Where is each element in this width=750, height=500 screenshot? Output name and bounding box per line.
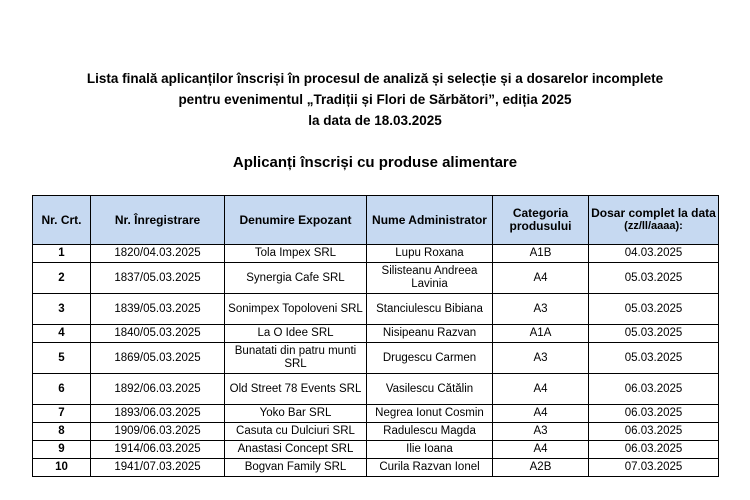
cell-nume-administrator: Vasilescu Cătălin xyxy=(367,374,493,405)
header-nume-administrator: Nume Administrator xyxy=(367,196,493,245)
cell-categoria: A3 xyxy=(493,423,589,441)
cell-denumire-expozant: La O Idee SRL xyxy=(225,325,367,343)
header-dosar-format: (zz/ll/aaaa): xyxy=(624,220,683,232)
cell-dosar-complet: 06.03.2025 xyxy=(589,374,719,405)
cell-categoria: A1A xyxy=(493,325,589,343)
cell-denumire-expozant: Casuta cu Dulciuri SRL xyxy=(225,423,367,441)
table-row xyxy=(33,245,719,263)
document-heading xyxy=(0,68,750,131)
header-nr-inregistrare: Nr. Înregistrare xyxy=(91,196,225,245)
cell-nr-inregistrare: 1909/06.03.2025 xyxy=(91,423,225,441)
cell-dosar-complet: 05.03.2025 xyxy=(589,263,719,294)
cell-dosar-complet: 04.03.2025 xyxy=(589,245,719,263)
cell-denumire-expozant: Bunatati din patru munti SRL xyxy=(225,343,367,374)
table-row xyxy=(33,441,719,459)
table-row xyxy=(33,374,719,405)
cell-categoria: A4 xyxy=(493,263,589,294)
cell-categoria: A2B xyxy=(493,459,589,477)
cell-denumire-expozant: Bogvan Family SRL xyxy=(225,459,367,477)
table-header-row xyxy=(33,196,719,245)
cell-nr-crt: 7 xyxy=(33,405,91,423)
cell-nr-inregistrare: 1820/04.03.2025 xyxy=(91,245,225,263)
header-nr-crt: Nr. Crt. xyxy=(33,196,91,245)
heading-line-1: Lista finală aplicanților înscriși în procesul de analiză și selecție și a dosarelor incomplete xyxy=(86,71,664,86)
cell-dosar-complet: 06.03.2025 xyxy=(589,441,719,459)
cell-nr-crt: 2 xyxy=(33,263,91,294)
cell-denumire-expozant: Yoko Bar SRL xyxy=(225,405,367,423)
cell-nr-inregistrare: 1839/05.03.2025 xyxy=(91,294,225,325)
table-row xyxy=(33,405,719,423)
cell-denumire-expozant: Sonimpex Topoloveni SRL xyxy=(225,294,367,325)
cell-nr-crt: 9 xyxy=(33,441,91,459)
table-row xyxy=(33,459,719,477)
cell-categoria: A4 xyxy=(493,405,589,423)
cell-dosar-complet: 05.03.2025 xyxy=(589,325,719,343)
cell-nume-administrator: Drugescu Carmen xyxy=(367,343,493,374)
cell-dosar-complet: 07.03.2025 xyxy=(589,459,719,477)
cell-nr-crt: 5 xyxy=(33,343,91,374)
header-denumire-expozant: Denumire Expozant xyxy=(225,196,367,245)
cell-nume-administrator: Radulescu Magda xyxy=(367,423,493,441)
table-row xyxy=(33,343,719,374)
cell-categoria: A3 xyxy=(493,294,589,325)
header-dosar-complet xyxy=(589,196,719,245)
cell-denumire-expozant: Tola Impex SRL xyxy=(225,245,367,263)
cell-nume-administrator: Nisipeanu Razvan xyxy=(367,325,493,343)
cell-nume-administrator: Negrea Ionut Cosmin xyxy=(367,405,493,423)
cell-denumire-expozant: Synergia Cafe SRL xyxy=(225,263,367,294)
cell-nr-inregistrare: 1914/06.03.2025 xyxy=(91,441,225,459)
cell-nr-inregistrare: 1869/05.03.2025 xyxy=(91,343,225,374)
heading-line-2: pentru evenimentul „Tradiții și Flori de Sărbători”, ediția 2025 xyxy=(178,92,572,107)
cell-nume-administrator: Ilie Ioana xyxy=(367,441,493,459)
cell-categoria: A1B xyxy=(493,245,589,263)
cell-nr-crt: 1 xyxy=(33,245,91,263)
cell-nr-crt: 6 xyxy=(33,374,91,405)
header-dosar-label: Dosar complet la data xyxy=(591,206,716,220)
cell-dosar-complet: 05.03.2025 xyxy=(589,294,719,325)
applicants-table xyxy=(32,195,719,477)
table-row xyxy=(33,423,719,441)
header-categoria-produsului: Categoria produsului xyxy=(493,196,589,245)
cell-nume-administrator: Curila Razvan Ionel xyxy=(367,459,493,477)
cell-categoria: A3 xyxy=(493,343,589,374)
cell-dosar-complet: 06.03.2025 xyxy=(589,423,719,441)
cell-dosar-complet: 05.03.2025 xyxy=(589,343,719,374)
cell-denumire-expozant: Anastasi Concept SRL xyxy=(225,441,367,459)
cell-dosar-complet: 06.03.2025 xyxy=(589,405,719,423)
cell-nr-inregistrare: 1892/06.03.2025 xyxy=(91,374,225,405)
cell-nr-inregistrare: 1840/05.03.2025 xyxy=(91,325,225,343)
cell-nr-crt: 8 xyxy=(33,423,91,441)
cell-categoria: A4 xyxy=(493,374,589,405)
cell-nr-inregistrare: 1941/07.03.2025 xyxy=(91,459,225,477)
cell-nr-inregistrare: 1893/06.03.2025 xyxy=(91,405,225,423)
heading-line-3: la data de 18.03.2025 xyxy=(308,113,442,128)
cell-nr-crt: 4 xyxy=(33,325,91,343)
cell-nr-crt: 10 xyxy=(33,459,91,477)
cell-nume-administrator: Stanciulescu Bibiana xyxy=(367,294,493,325)
cell-nr-inregistrare: 1837/05.03.2025 xyxy=(91,263,225,294)
cell-categoria: A4 xyxy=(493,441,589,459)
cell-denumire-expozant: Old Street 78 Events SRL xyxy=(225,374,367,405)
table-row xyxy=(33,294,719,325)
table-row xyxy=(33,325,719,343)
table-row xyxy=(33,263,719,294)
cell-nume-administrator: Silisteanu Andreea Lavinia xyxy=(367,263,493,294)
section-subtitle: Aplicanți înscriși cu produse alimentare xyxy=(232,154,518,171)
cell-nume-administrator: Lupu Roxana xyxy=(367,245,493,263)
cell-nr-crt: 3 xyxy=(33,294,91,325)
